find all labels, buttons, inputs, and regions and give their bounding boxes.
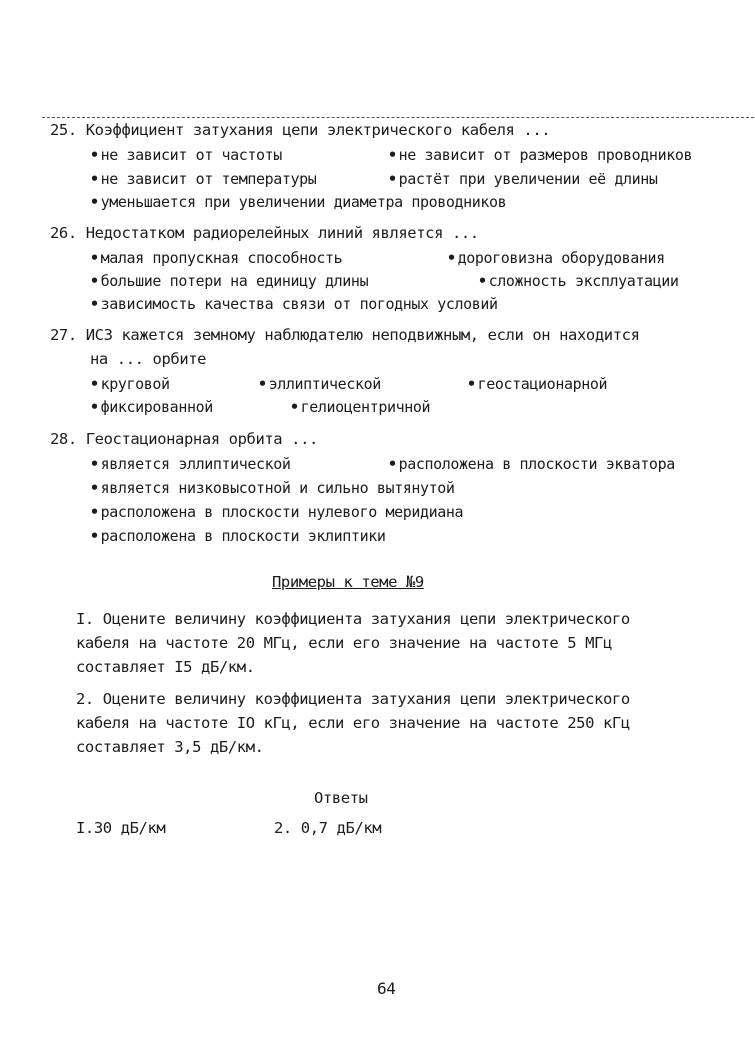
option: • является низковысотной и сильно вытянутой: [90, 479, 455, 497]
question-28: [50, 430, 318, 448]
example-1-line-3: составляет I5 дБ/км.: [76, 658, 255, 676]
page-number: 64: [377, 979, 396, 998]
question-number: 25.: [50, 121, 77, 139]
top-rule: [42, 117, 754, 118]
example-2-line-3: составляет 3,5 дБ/км.: [76, 738, 264, 756]
option: • растёт при увеличении её длины: [388, 170, 658, 188]
option: • расположена в плоскости нулевого меридиана: [90, 503, 464, 521]
option: • не зависит от размеров проводников: [388, 146, 693, 164]
question-text: Коэффициент затухания цепи электрического кабеля ...: [85, 121, 551, 139]
option: • большие потери на единицу длины: [90, 272, 369, 290]
option: • не зависит от температуры: [90, 170, 317, 188]
question-27-continuation: на ... орбите: [90, 350, 207, 368]
question-text: ИСЗ кажется земному наблюдателю неподвижным, если он находится: [85, 326, 640, 344]
question-text: Недостатком радиорелейных линий является ...: [85, 224, 479, 242]
answers-title: Ответы: [314, 789, 368, 807]
option: • сложность эксплуатации: [478, 272, 679, 290]
question-number: 28.: [50, 430, 77, 448]
option: • эллиптической: [258, 375, 381, 393]
answer-2: 2. 0,7 дБ/км: [274, 819, 382, 837]
option: • гелиоцентричной: [290, 398, 431, 416]
example-2-line-2: кабеля на частоте IO кГц, если его значение на частоте 250 кГц: [76, 714, 630, 732]
option: • геостационарной: [467, 375, 608, 393]
example-2-line-1: 2. Оцените величину коэффициента затухания цепи электрического: [76, 690, 630, 708]
option: • зависимость качества связи от погодных условий: [90, 295, 498, 313]
option: • является эллиптической: [90, 455, 291, 473]
question-number: 26.: [50, 224, 77, 242]
question-25: [50, 121, 550, 139]
question-text: Геостационарная орбита ...: [85, 430, 318, 448]
answer-1: I.30 дБ/км: [76, 819, 166, 837]
question-number: 27.: [50, 326, 77, 344]
question-27: [50, 326, 640, 344]
option: • не зависит от частоты: [90, 146, 282, 164]
examples-title: Примеры к теме №9: [272, 573, 424, 591]
option: • дороговизна оборудования: [447, 249, 665, 267]
option: • расположена в плоскости экватора: [388, 455, 675, 473]
example-1-line-1: I. Оцените величину коэффициента затухания цепи электрического: [76, 610, 630, 628]
option: • расположена в плоскости эклиптики: [90, 527, 386, 545]
example-1-line-2: кабеля на частоте 20 МГц, если его значение на частоте 5 МГц: [76, 634, 612, 652]
question-26: [50, 224, 479, 242]
option: • уменьшается при увеличении диаметра проводников: [90, 193, 507, 211]
option: • фиксированной: [90, 398, 213, 416]
option: • круговой: [90, 375, 170, 393]
option: • малая пропускная способность: [90, 249, 343, 267]
